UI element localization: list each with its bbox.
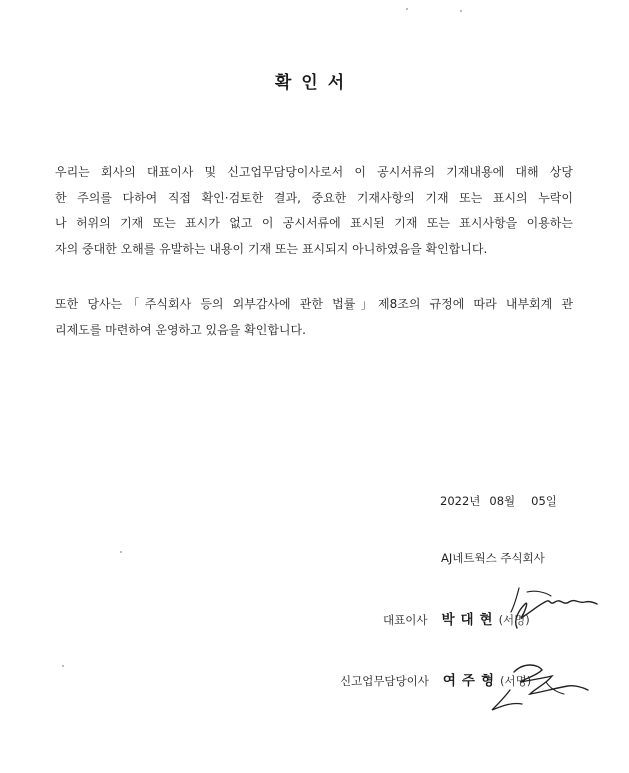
- internal-control-paragraph: [55, 292, 573, 343]
- paragraph-line: 우리는 회사의 대표이사 및 신고업무담당이사로서 이 공시서류의 기재내용에 대해 상당: [55, 165, 573, 179]
- date-month: 08월: [489, 494, 516, 508]
- signatory-role: 신고업무담당이사: [340, 674, 429, 688]
- signatory-role: 대표이사: [383, 613, 428, 627]
- paragraph-line: 자의 중대한 오해를 유발하는 내용이 기재 또는 표시되지 아니하였음을 확인합니다.: [55, 241, 488, 256]
- signatory-name: 박대현: [441, 612, 499, 628]
- signature-mark-label: (서명): [500, 674, 532, 688]
- signature-mark-label: (서명): [498, 613, 530, 627]
- document-title: 확인서: [274, 73, 355, 93]
- paragraph-line: 리제도를 마련하여 운영하고 있음을 확인합니다.: [55, 322, 306, 337]
- company-name: AJ네트웍스 주식회사: [441, 551, 545, 565]
- paragraph-line: 한 주의를 다하여 직접 확인·검토한 결과, 중요한 기재사항의 기재 또는 표시의 누락이: [55, 190, 573, 205]
- signatory-disclosure-director: [340, 669, 531, 689]
- date-day: 05일: [531, 494, 557, 508]
- scan-speck: [406, 8, 408, 10]
- paragraph-line: 나 허위의 기재 또는 표시가 없고 이 공시서류에 표시된 기재 또는 표시사항을 이용하는: [55, 216, 573, 230]
- paragraph-line: 또한 당사는「주식회사 등의 외부감사에 관한 법률」제8조의 규정에 따라 내부회계 관: [55, 297, 573, 311]
- document-date: [440, 493, 557, 509]
- scan-speck: [120, 551, 122, 553]
- confirmation-paragraph: [55, 160, 573, 262]
- signatory-ceo: [383, 608, 530, 628]
- signatory-name: 여주형: [442, 673, 500, 689]
- scan-speck: [460, 10, 462, 12]
- date-year: 2022년: [440, 494, 481, 508]
- scan-speck: [62, 665, 64, 667]
